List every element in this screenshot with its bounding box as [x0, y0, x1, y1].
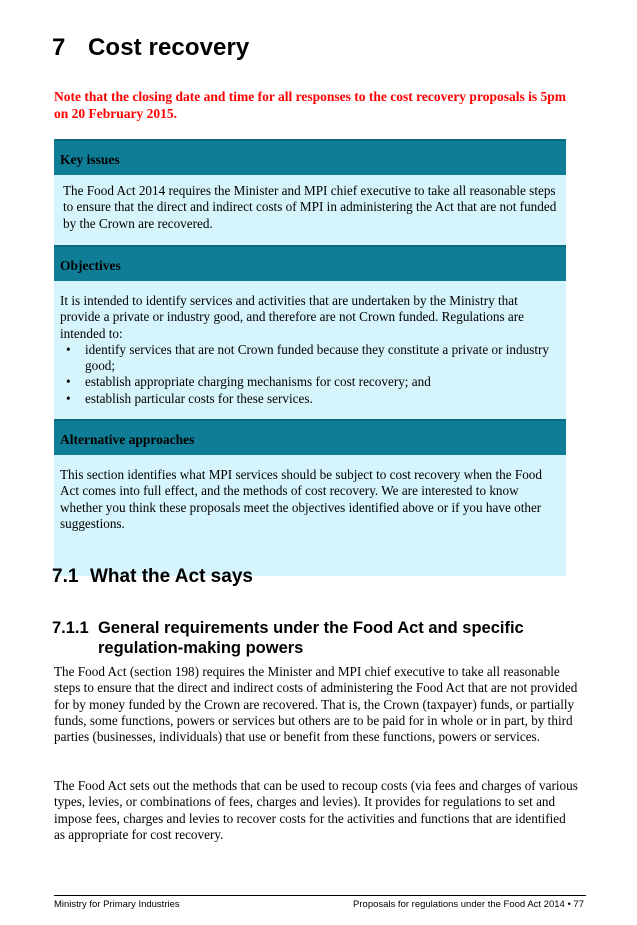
footer-publisher: Ministry for Primary Industries — [54, 899, 180, 910]
key-issues-text: The Food Act 2014 requires the Minister and MPI chief executive to take all reasonable steps to ensure that the direct and indirect costs of MPI in administering the Act that are not funded by the Crown are recovered. — [63, 183, 557, 231]
list-item: • identify services that are not Crown funded because they constitute a private or industry good; — [60, 342, 560, 375]
section-title: Cost recovery — [88, 34, 250, 61]
section-heading — [52, 34, 249, 62]
objectives-heading: Objectives — [54, 245, 566, 281]
alternative-approaches-text: This section identifies what MPI services should be subject to cost recovery when the Food Act comes into full effect, and the methods of cost recovery. We are interested to know whether you think these proposals meet the objectives identified above or if you have other suggestions. — [60, 467, 542, 531]
alternative-approaches-box — [54, 419, 566, 576]
key-issues-heading: Key issues — [54, 139, 566, 175]
subsection-heading — [52, 566, 253, 588]
subsubsection-number: 7.1.1 — [52, 619, 89, 637]
objectives-list — [60, 342, 560, 407]
subsubsection-heading — [52, 618, 592, 658]
list-item: • establish appropriate charging mechanisms for cost recovery; and — [60, 374, 560, 390]
body-paragraph: The Food Act (section 198) requires the Minister and MPI chief executive to take all reasonable steps to ensure that the direct and indirect costs of administering the Food Act that are not provided for by money funded by the Crown are recovered. That is, the Crown (taxpayer) funds, or partially funds, some functions, powers or services but others are to be paid for in whole or in part, by third parties (businesses, individuals) that use or benefit from these functions, powers or services. — [54, 664, 578, 745]
closing-date-notice: Note that the closing date and time for all responses to the cost recovery proposals is 5pm on 20 February 2015. — [54, 89, 566, 121]
objectives-text: It is intended to identify services and activities that are undertaken by the Ministry that provide a private or industry good, and therefore are not Crown funded. Regulations are intended to: — [60, 293, 524, 341]
alternative-approaches-heading: Alternative approaches — [54, 419, 566, 455]
alternative-approaches-body — [54, 455, 566, 576]
subsubsection-title: General requirements under the Food Act and specific regulation-making powers — [98, 619, 524, 657]
subsection-title: What the Act says — [90, 566, 253, 587]
subsection-number: 7.1 — [52, 566, 79, 587]
footer-divider — [54, 895, 586, 896]
footer-page-info: Proposals for regulations under the Food Act 2014 • 77 — [353, 899, 584, 910]
section-number: 7 — [52, 34, 66, 61]
list-item: • establish particular costs for these services. — [60, 391, 560, 407]
body-paragraph: The Food Act sets out the methods that can be used to recoup costs (via fees and charges of various types, levies, or combinations of fees, charges and levies). It provides for regulations to set and impose fees, charges and levies to recover costs for the activities and functions that are identified as appropriate for cost recovery. — [54, 778, 578, 842]
